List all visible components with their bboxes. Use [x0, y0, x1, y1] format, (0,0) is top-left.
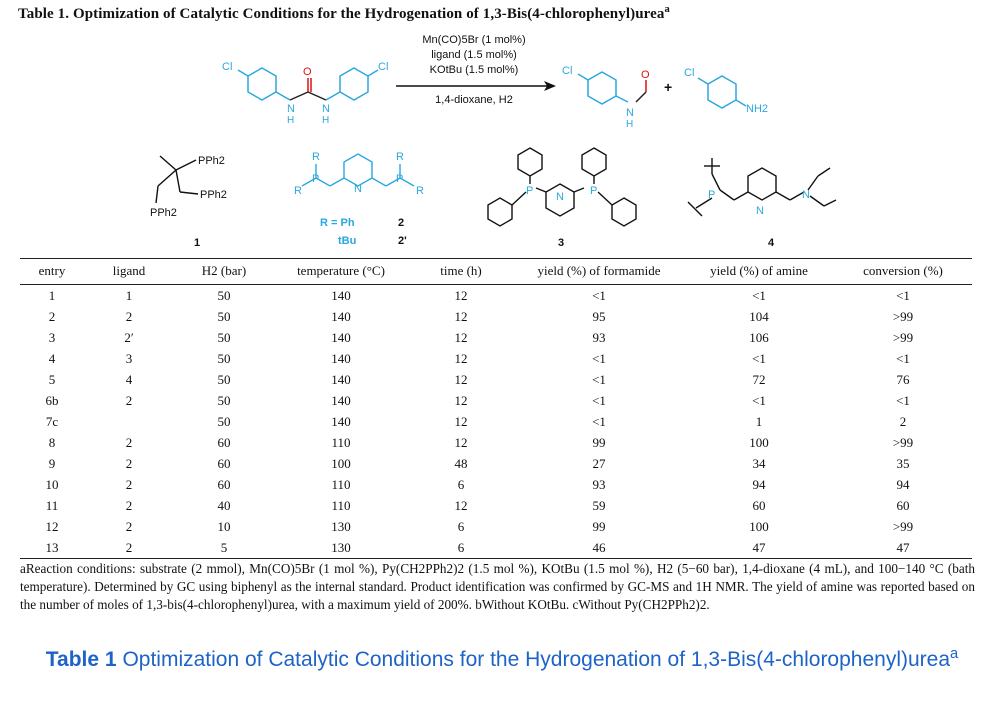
table-row	[20, 474, 972, 495]
cell-temperature: 100	[331, 456, 351, 471]
ligand-3-label: 3	[558, 237, 565, 249]
condition-base: KOtBu (1.5 mol%)	[429, 64, 519, 76]
ligand-3-p2: P	[590, 185, 598, 197]
cell-time: 12	[454, 351, 468, 366]
header-time: time (h)	[408, 259, 514, 285]
cell-conversion: >99	[892, 330, 914, 345]
cell-yield-formamide: 99	[592, 519, 606, 534]
ligand-1-pph2-a: PPh2	[198, 155, 225, 167]
ligand-4-label: 4	[768, 237, 775, 249]
ligand-2-label: 2	[398, 217, 405, 229]
cell-conversion: >99	[892, 435, 914, 450]
cell-entry: 7c	[45, 414, 59, 429]
cell-conversion: 2	[899, 414, 907, 429]
cell-yield-amine: 100	[749, 435, 769, 450]
cell-yield-formamide: 27	[592, 456, 606, 471]
cell-entry: 10	[45, 477, 59, 492]
cell-h2: 60	[217, 435, 231, 450]
cell-entry: 4	[48, 351, 56, 366]
ligand-2p-label: 2'	[398, 235, 407, 247]
header-yield-amine: yield (%) of amine	[684, 259, 834, 285]
cell-h2: 60	[217, 456, 231, 471]
cell-temperature: 130	[274, 537, 408, 559]
cell-yield-formamide: 99	[592, 435, 606, 450]
header-entry: entry	[20, 259, 84, 285]
table-row	[20, 348, 972, 369]
cell-yield-amine: 1	[755, 414, 763, 429]
cell-conversion: 60	[896, 498, 910, 513]
table-row	[20, 537, 972, 559]
cell-ligand: 2	[125, 393, 133, 408]
cell-time: 12	[454, 498, 468, 513]
cell-yield-formamide: <1	[592, 372, 606, 387]
table-row	[20, 327, 972, 348]
cell-h2: 40	[217, 498, 231, 513]
cell-conversion: <1	[896, 351, 910, 366]
cell-ligand: 2	[125, 498, 133, 513]
cell-conversion: <1	[896, 288, 910, 303]
cell-conversion: 76	[896, 372, 910, 387]
cell-yield-amine: <1	[752, 393, 766, 408]
ligand-2-r4: R	[416, 185, 424, 197]
table-row	[20, 285, 972, 307]
cell-yield-formamide: <1	[592, 351, 606, 366]
cell-temperature: 140	[331, 372, 351, 387]
cell-entry: 1	[48, 288, 56, 303]
table-row	[20, 453, 972, 474]
ligand-1-label: 1	[194, 237, 201, 249]
cell-yield-amine: 72	[752, 372, 766, 387]
cell-time: 6	[457, 477, 465, 492]
cell-yield-amine: <1	[752, 351, 766, 366]
cell-ligand: 1	[125, 288, 133, 303]
cell-temperature: 110	[331, 498, 351, 513]
cell-yield-amine: 104	[749, 309, 769, 324]
table-footnote: aReaction conditions: substrate (2 mmol), Mn(CO)5Br (1 mol %), Py(CH2PPh2)2 (1.5 mol %), KOtBu (1.5 mol %), H2 (5−60 bar), 1,4-dioxane (4 mL), and 100−140 °C (bath temperature). Determined by GC using biphenyl as the internal standard. Product identification was confirmed by GC-MS and 1H NMR. The yield of amine was reported based on the number of moles of 1,3-bis(4-chlorophenyl)urea, with a maximum yield of 200%. bWithout KOtBu. cWithout Py(CH2PPh2)2.	[20, 561, 975, 612]
cell-time: 48	[454, 456, 468, 471]
cell-h2: 50	[217, 309, 231, 324]
caption-footnote-mark: a	[950, 646, 959, 662]
cell-time: 12	[454, 435, 468, 450]
cell-time: 12	[454, 309, 468, 324]
ligand-2-r3: R	[396, 151, 404, 163]
caption-text: Optimization of Catalytic Conditions for the Hydrogenation of 1,3-Bis(4-chlorophenyl)urea	[122, 648, 951, 671]
cell-yield-amine: 94	[752, 477, 766, 492]
cell-yield-formamide: 93	[592, 477, 606, 492]
ligand-4-n-amine: N	[802, 189, 810, 201]
cell-h2: 5	[174, 537, 274, 559]
cell-temperature: 140	[331, 330, 351, 345]
cell-temperature: 110	[331, 435, 351, 450]
cell-temperature: 140	[331, 393, 351, 408]
urea-h2: H	[322, 115, 330, 126]
urea-n1: N	[287, 103, 295, 115]
ligand-2-r-definition: R = Ph	[320, 217, 355, 229]
ligand-2p-r-definition: tBu	[338, 235, 357, 247]
urea-cl1: Cl	[222, 61, 233, 73]
condition-ligand: ligand (1.5 mol%)	[431, 49, 517, 61]
ligand-4-p: P	[708, 189, 716, 201]
table-row	[20, 411, 972, 432]
cell-ligand: 4	[125, 372, 133, 387]
cell-temperature: 140	[331, 288, 351, 303]
formamide-n: N	[626, 107, 634, 119]
figure-caption	[0, 632, 1004, 682]
condition-solvent: 1,4-dioxane, H2	[435, 94, 513, 106]
cell-entry: 3	[48, 330, 56, 345]
cell-ligand: 2′	[124, 330, 134, 345]
cell-conversion: 35	[896, 456, 910, 471]
condition-catalyst: Mn(CO)5Br (1 mol%)	[422, 34, 526, 46]
title-footnote-mark: a	[664, 4, 670, 15]
cell-entry: 2	[48, 309, 56, 324]
header-temperature: temperature (°C)	[274, 259, 408, 285]
table-header-row	[20, 259, 972, 285]
cell-entry: 12	[45, 519, 59, 534]
cell-conversion: >99	[892, 519, 914, 534]
cell-ligand: 2	[125, 477, 133, 492]
ligand-2-r2: R	[294, 185, 302, 197]
ligand-2-p2: P	[396, 173, 404, 185]
cell-yield-amine: 34	[752, 456, 766, 471]
cell-yield-formamide: 93	[592, 330, 606, 345]
formamide-cl: Cl	[562, 65, 573, 77]
ligand-2-n: N	[354, 183, 362, 195]
table-row	[20, 306, 972, 327]
ligand-2-r1: R	[312, 151, 320, 163]
cell-temperature: 140	[331, 351, 351, 366]
cell-entry: 13	[20, 537, 84, 559]
urea-h1: H	[287, 115, 295, 126]
cell-temperature: 110	[331, 477, 351, 492]
cell-yield-amine: 100	[749, 519, 769, 534]
table-row	[20, 390, 972, 411]
formamide-h: H	[626, 119, 634, 130]
header-conversion: conversion (%)	[834, 259, 972, 285]
amine-nh2: NH2	[746, 103, 769, 115]
cell-h2: 60	[217, 477, 231, 492]
cell-time: 12	[454, 288, 468, 303]
ligand-2-p1: P	[312, 173, 320, 185]
cell-h2: 10	[217, 519, 231, 534]
cell-time: 6	[408, 537, 514, 559]
cell-h2: 50	[217, 393, 231, 408]
cell-time: 12	[454, 372, 468, 387]
cell-yield-formamide: <1	[592, 288, 606, 303]
cell-ligand: 2	[125, 456, 133, 471]
cell-ligand: 3	[125, 351, 133, 366]
ligand-1-pph2-b: PPh2	[200, 189, 227, 201]
cell-entry: 11	[45, 498, 59, 513]
ligand-3-n: N	[556, 191, 564, 203]
cell-ligand	[84, 411, 174, 432]
ligand-3-p1: P	[526, 185, 534, 197]
cell-temperature: 130	[331, 519, 351, 534]
plus-sign: +	[664, 79, 673, 95]
cell-entry: 8	[48, 435, 56, 450]
table-row	[20, 495, 972, 516]
urea-oxygen: O	[303, 66, 312, 78]
cell-yield-formamide: <1	[592, 393, 606, 408]
header-h2: H2 (bar)	[174, 259, 274, 285]
cell-temperature: 140	[331, 309, 351, 324]
reaction-scheme	[0, 28, 1004, 258]
ligand-4-n-pyridine: N	[756, 205, 764, 217]
cell-h2: 50	[217, 372, 231, 387]
table-row	[20, 516, 972, 537]
cell-conversion: >99	[892, 309, 914, 324]
ligand-3-structure	[488, 148, 636, 226]
cell-conversion: 47	[834, 537, 972, 559]
cell-ligand: 2	[125, 309, 133, 324]
cell-time: 6	[457, 519, 465, 534]
formamide-oxygen: O	[641, 69, 650, 81]
table-title: Table 1. Optimization of Catalytic Conditions for the Hydrogenation of 1,3-Bis(4-chlorophenyl)urea$^a$	[18, 4, 670, 22]
table-row	[20, 432, 972, 453]
amine-cl: Cl	[684, 67, 695, 79]
cell-h2: 50	[217, 330, 231, 345]
table-row	[20, 369, 972, 390]
cell-yield-formamide: 95	[592, 309, 606, 324]
cell-yield-amine: 47	[684, 537, 834, 559]
urea-n2: N	[322, 103, 330, 115]
caption-label: Table 1	[45, 648, 117, 671]
cell-yield-amine: 60	[752, 498, 766, 513]
cell-time: 12	[454, 414, 468, 429]
cell-yield-formamide: 46	[514, 537, 684, 559]
cell-entry: 9	[48, 456, 56, 471]
header-yield-formamide: yield (%) of formamide	[514, 259, 684, 285]
cell-ligand: 2	[125, 435, 133, 450]
cell-yield-formamide: <1	[592, 414, 606, 429]
cell-ligand: 2	[125, 519, 133, 534]
ligand-1-structure	[156, 156, 198, 203]
cell-yield-formamide: 59	[592, 498, 606, 513]
cell-h2: 50	[217, 288, 231, 303]
cell-h2: 50	[217, 351, 231, 366]
cell-entry: 6b	[45, 393, 59, 408]
cell-time: 12	[454, 393, 468, 408]
ligand-1-pph2-c: PPh2	[150, 207, 177, 219]
cell-conversion: 94	[896, 477, 910, 492]
cell-ligand: 2	[84, 537, 174, 559]
urea-cl2: Cl	[378, 61, 389, 73]
cell-temperature: 140	[331, 414, 351, 429]
cell-time: 12	[454, 330, 468, 345]
cell-yield-amine: 106	[749, 330, 769, 345]
cell-entry: 5	[48, 372, 56, 387]
cell-conversion: <1	[896, 393, 910, 408]
cell-h2: 50	[217, 414, 231, 429]
cell-yield-amine: <1	[752, 288, 766, 303]
header-ligand: ligand	[84, 259, 174, 285]
data-table	[20, 258, 972, 559]
